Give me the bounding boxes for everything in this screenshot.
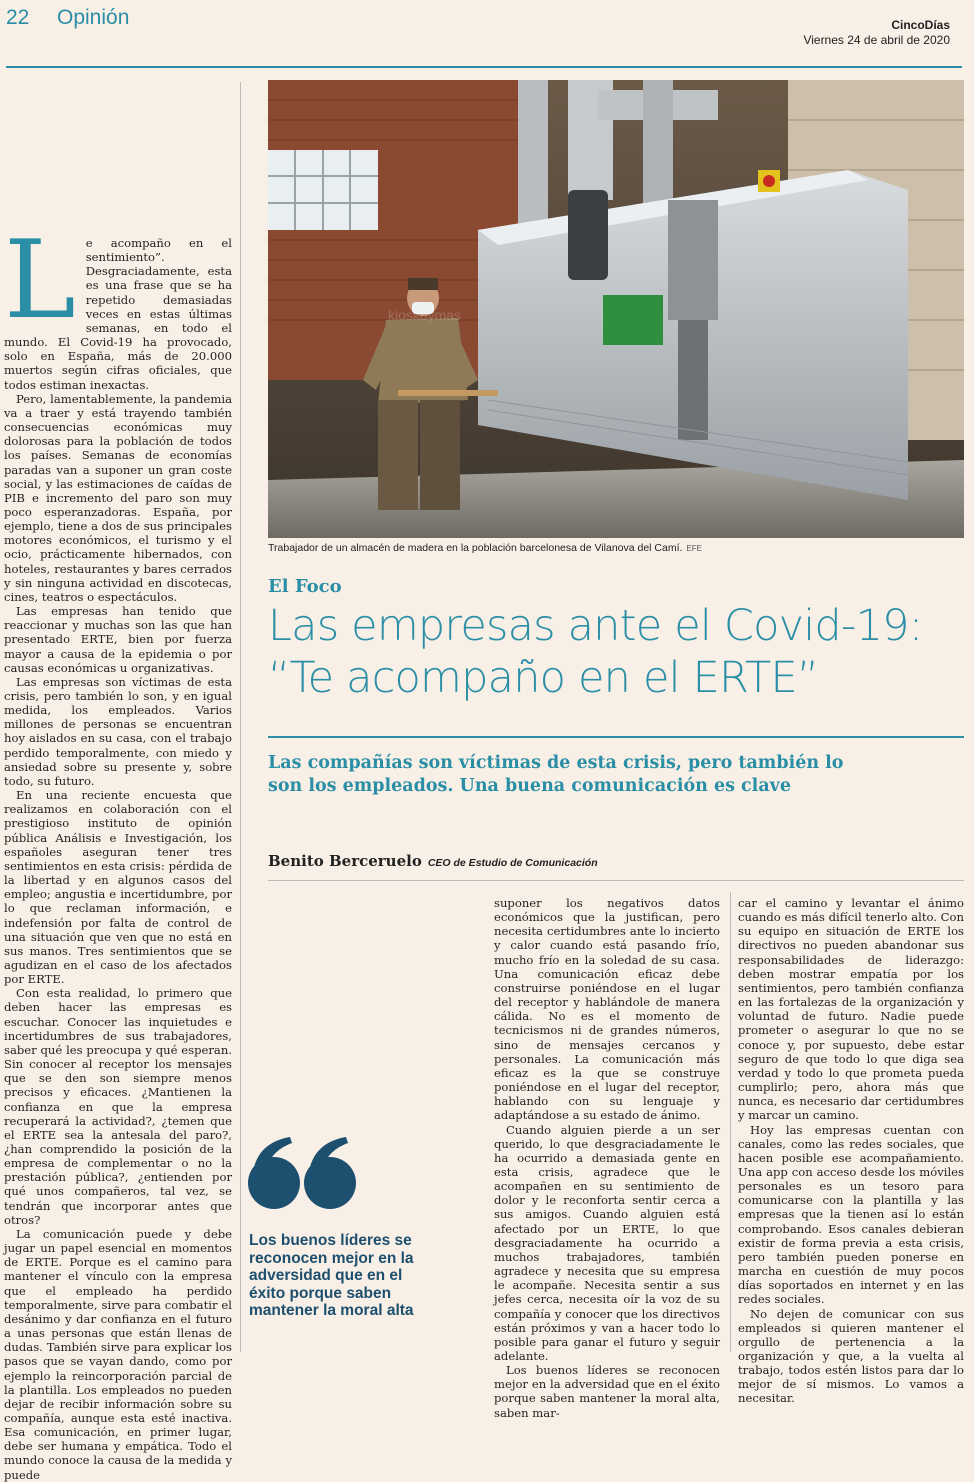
page-number: 22 <box>6 6 30 29</box>
author-role: CEO de Estudio de Comunicación <box>427 857 598 869</box>
article-middle-column <box>494 896 720 1420</box>
newspaper-brand: CincoDías <box>891 18 950 32</box>
body-paragraph: Con esta realidad, lo primero que deben hacer las empresas es escuchar. Conocer las inquietudes e incertidumbres de sus trabajadores, saber qué les preocupa y qué esperan. Sin conocer al receptor los mensajes que se den son siempre menos precisos y eficaces. ¿Mantienen la confianza en que la empresa recuperará la actividad?, ¿temen que el ERTE sea la antesala del paro?, ¿han comprendido la posición de la empresa de complementar o no la prestación pública?, ¿entienden por qué unos compañeros, tal vez, se tendrán que incorporar antes que otros? <box>4 986 232 1227</box>
column-divider <box>240 82 241 1352</box>
author-name: Benito Berceruelo <box>268 852 422 870</box>
headline-line: “Te acompaño en el ERTE” <box>268 653 819 703</box>
article-right-column <box>738 896 964 1406</box>
photo-caption <box>268 542 964 554</box>
caption-text: Trabajador de un almacén de madera en la población barcelonesa de Vilanova del Camí. <box>268 542 683 554</box>
body-paragraph: Cuando alguien pierde a un ser querido, lo que desgraciadamente le ha ocurrido a demasiada gente en esta crisis, agradece que le acompañen en su sentimiento de dolor y le reconforta sentir cerca a sus amigos. Cuando alguien está afectado por un ERTE, lo que desgraciadamente ha ocurrido a muchos trabajadores, también agradece y necesita que su empresa le acompañe. Necesita sentir a sus jefes cerca, necesita oír la voz de su compañía y conocer que los directivos están próximos y van a hacer todo lo posible para ganar el futuro y seguir adelante. <box>494 1122 720 1363</box>
byline-rule <box>268 880 964 881</box>
body-paragraph: Le acompaño en el sentimiento”. Desgraciadamente, esta es una frase que se ha repetido demasiadas veces en estas últimas semanas, en todo el mundo. El Covid-19 ha provocado, solo en España, más de 20.000 muertos según cifras oficiales, que todos estiman inexactas. <box>4 218 232 392</box>
section-name: Opinión <box>57 6 130 29</box>
body-paragraph: En una reciente encuesta que realizamos en colaboración con el prestigioso instituto de opinión pública Análisis e Investigación, los españoles aseguran tener tres sentimientos en esta crisis: pérdida de la libertad y en algunos casos del empleo; angustia e incertidumbre, por lo que reclaman información, e indefensión por falta de control de una situación que ven que no está en sus manos. Tres sentimientos que se agudizan en el caso de los afectados por ERTE. <box>4 788 232 987</box>
photo-credit: EFE <box>686 544 702 553</box>
body-paragraph: Las empresas han tenido que reaccionar y muchas son las que han presentado ERTE, bien por fuerza mayor a causa de la epidemia o por causas económicas u organizativas. <box>4 604 232 675</box>
body-paragraph: Las empresas son víctimas de esta crisis, pero también lo son, y en igual medida, los empleados. Varios millones de personas se encuentran hoy aislados en su casa, con el trabajo perdido temporalmente, con miedo y ansiedad sobre su presente y, sobre todo, su futuro. <box>4 674 232 788</box>
body-paragraph: car el camino y levantar el ánimo cuando es más difícil tenerlo alto. Con su equipo en situación de ERTE los directivos no pueden abandonar sus responsabilidades de liderazgo: deben mostrar empatía por los sentimientos, pero también confianza en las fortalezas de la organización y voluntad de futuro. Nadie puede prometer o asegurar lo que no se conoce y, por supuesto, debe estar seguro de que todo lo que diga sea verdad y todo lo que prometa pueda cumplirlo; pero, ahora más que nunca, es necesario dar certidumbres y marcar un camino. <box>738 896 964 1123</box>
body-paragraph: Los buenos líderes se reconocen mejor en la adversidad que en el éxito porque saben mantener la moral alta, saben mar- <box>494 1363 720 1420</box>
headline-line: Las empresas ante el Covid-19: <box>268 601 923 651</box>
article-kicker: El Foco <box>268 576 342 597</box>
article-deck: Las compañías son víctimas de esta crisis, pero también lo son los empleados. Una buena comunicación es clave <box>268 753 844 796</box>
quote-mark-icon <box>246 1135 358 1215</box>
header-rule <box>6 66 962 68</box>
body-paragraph: No dejen de comunicar con sus empleados si quieren mantener el orgullo de pertenencia a la organización y que, a la vuelta al trabajo, todos estén listos para dar lo mejor de sí mismos. Lo vamos a necesitar. <box>738 1306 964 1406</box>
issue-date: Viernes 24 de abril de 2020 <box>803 33 950 47</box>
byline <box>268 852 598 871</box>
page-header <box>0 0 974 68</box>
article-left-column <box>4 218 232 1482</box>
body-paragraph: Hoy las empresas cuentan con canales, como las redes sociales, que hacen posible ese acompañamiento. Una app con acceso desde los móviles personales es un tesoro para comunicarse con la plantilla y las empresas que la tienen así lo están comprobando. Esos canales debieran existir de forma previa a esta crisis, pero también pueden ponerse en marcha en cuestión de muy pocos días soportados en internet y en las redes sociales. <box>738 1122 964 1307</box>
body-paragraph: suponer los negativos datos económicos que la justifican, pero necesita certidumbres ante lo incierto y calor cuando está pasando frío, mucho frío en la soledad de su casa. Una comunicación eficaz debe construirse poniéndose en el lugar del receptor y hablándole de manera cálida. No es el momento de tecnicismos ni de grandes números, sino de mensajes cercanos y personales. La comunicación más eficaz es la que se construye poniéndose en el lugar del receptor, hablando con su lenguaje y adaptándose a su estado de ánimo. <box>494 896 720 1123</box>
watermark-text: kioskoymas <box>388 307 462 323</box>
headline-rule <box>268 736 964 738</box>
article-headline <box>268 600 968 704</box>
drop-cap: L <box>4 218 76 343</box>
column-divider <box>730 892 731 1352</box>
pull-quote: Los buenos líderes se reconocen mejor en la adversidad que en el éxito porque saben mantener la moral alta <box>249 1232 414 1319</box>
body-paragraph: Pero, lamentablemente, la pandemia va a traer y está trayendo también consecuencias económicas muy dolorosas para la población de todos los países. Semanas de economías paradas van a suponer un gran coste social, y las estimaciones de caídas de PIB e incremento del paro son muy poco esperanzadoras. España, por ejemplo, tiene a dos de sus principales motores económicos, el turismo y el ocio, prácticamente hibernados, con hoteles, restaurantes y bares cerrados y sin ninguna actividad en discotecas, cines, teatros o espectáculos. <box>4 391 232 604</box>
article-photo <box>268 80 964 538</box>
body-paragraph: La comunicación puede y debe jugar un papel esencial en momentos de ERTE. Porque es el camino para mantener el vínculo con la empresa que el empleado ha perdido temporalmente, sirve para combatir el desánimo y dar confianza en el futuro a unas personas que están llenas de dudas. También sirve para explicar los pasos que se vayan dando, como por ejemplo la reincorporación parcial de la plantilla. Los empleados no pueden dejar de recibir información sobre su compañía, aunque esta esté inactiva. Esa comunicación, en primer lugar, debe ser humana y empática. Todo el mundo conoce la causa de la medida y puede <box>4 1226 232 1482</box>
